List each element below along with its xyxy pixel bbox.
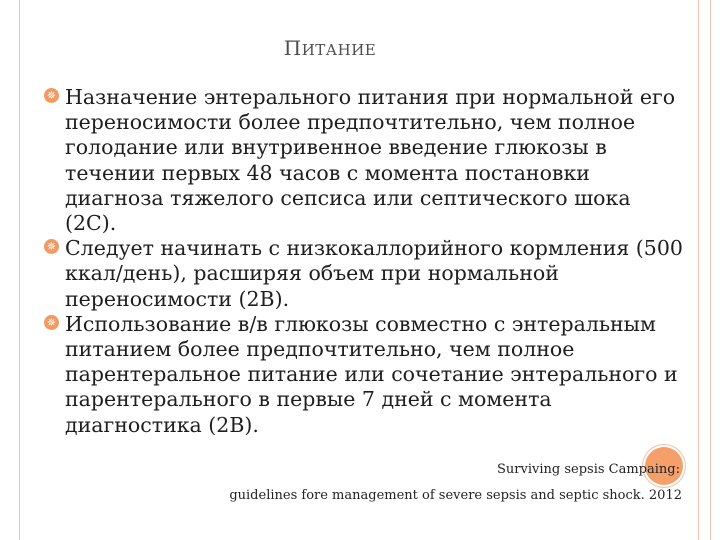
reference-line-1: Surviving sepsis Campaing: xyxy=(497,462,680,477)
star-bullet-icon: ✵ xyxy=(44,315,59,330)
bullet-text: Использование в/в глюкозы совместно с энтеральным питанием более предпочтительно, чем полное парентеральное питание или сочетание энтерального и парентерального в первые 7 дней с момента диагностика (2В). xyxy=(65,311,678,437)
star-bullet-icon: ✵ xyxy=(44,88,59,103)
reference-line-2: guidelines fore management of severe sepsis and septic shock. 2012 xyxy=(229,488,682,503)
bullet-text: Следует начинать с низкокаллорийного кормления (500 ккал/день), расширяя объем при нормальной переносимости (2В). xyxy=(65,236,683,311)
right-frame-line xyxy=(698,0,711,540)
slide-title xyxy=(0,36,660,60)
bullet-text: Назначение энтерального питания при нормальной его переносимости более предпочтительно, чем полное голодание или внутривенное введение глюкозы в течении первых 48 часов с момента постановки диагноза тяжелого сепсиса или септического шока (2С). xyxy=(65,85,676,236)
title-first-letter: П xyxy=(283,36,302,60)
bullet-item xyxy=(44,85,684,236)
bullet-list xyxy=(44,85,684,438)
bullet-item xyxy=(44,312,684,438)
bullet-item xyxy=(44,236,684,312)
left-frame-line xyxy=(8,0,20,540)
title-rest: ИТАНИЕ xyxy=(301,41,377,59)
star-bullet-icon: ✵ xyxy=(44,239,59,254)
